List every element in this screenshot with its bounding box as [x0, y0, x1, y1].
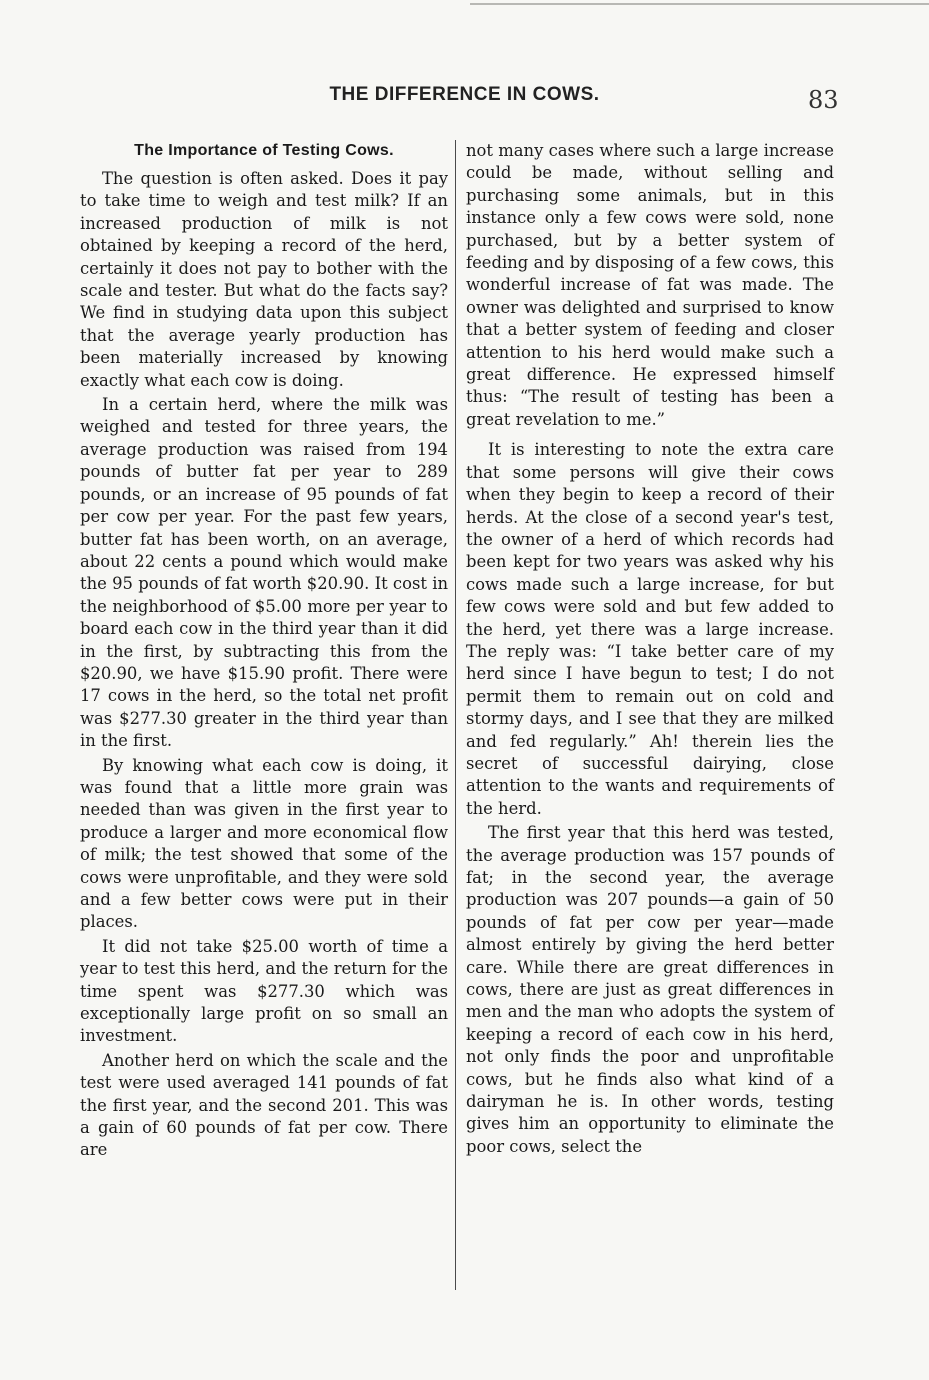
- running-head: THE DIFFERENCE IN COWS.: [329, 84, 600, 105]
- page-number: 83: [808, 86, 839, 114]
- paragraph: The question is often asked. Does it pay to take time to weigh and test milk? If an increased production of milk is not obtained by keeping a record of the herd, certainly it does not pay to bother with the scale and tester. But what do the facts say? We find in studying data upon this subject that the average yearly production has been materially increased by knowing exactly what each cow is doing.: [80, 169, 448, 390]
- article-heading: The Importance of Testing Cows.: [134, 142, 394, 159]
- top-rule: [470, 3, 929, 5]
- paragraph: It did not take $25.00 worth of time a year to test this herd, and the return for the time spent was $277.30 which was exceptionally large profit on so small an investment.: [80, 936, 448, 1046]
- left-column: [80, 140, 448, 1164]
- paragraph: It is interesting to note the extra care that some persons will give their cows when they begin to keep a record of their herds. At the close of a second year's test, the owner of a herd of which records had been kept for two years was asked why his cows made such a large increase, for but few cows were sold and but few added to the herd, yet there was a large increase. The reply was: “I take better care of my herd since I have begun to test; I do not permit them to remain out on cold and stormy days, and I see that they are milked and fed regularly.” Ah! therein lies the secret of successful dairying, close attention to the wants and requirements of the herd.: [466, 440, 834, 818]
- column-divider: [455, 140, 456, 1290]
- paragraph: In a certain herd, where the milk was weighed and tested for three years, the average production was raised from 194 pounds of butter fat per year to 289 pounds, or an increase of 95 pounds of fat per cow per year. For the past few years, butter fat has been worth, on an average, about 22 cents a pound which would make the 95 pounds of fat worth $20.90. It cost in the neighborhood of $5.00 more per year to board each cow in the third year than it did in the first, by subtracting this from the $20.90, we have $15.90 profit. There were 17 cows in the herd, so the total net profit was $277.30 greater in the third year than in the first.: [80, 395, 448, 751]
- paragraph: By knowing what each cow is doing, it was found that a little more grain was needed than was given in the first year to produce a larger and more economical flow of milk; the test showed that some of the cows were unprofitable, and they were sold and a few better cows were put in their places.: [80, 755, 448, 932]
- paragraph: Another herd on which the scale and the test were used averaged 141 pounds of fat the first year, and the second 201. This was a gain of 60 pounds of fat per cow. There are: [80, 1050, 448, 1160]
- paragraph: not many cases where such a large increase could be made, without selling and purchasing some animals, but in this instance only a few cows were sold, none purchased, but by a better system of feeding and by disposing of a few cows, this wonderful increase of fat was made. The owner was delighted and surprised to know that a better system of feeding and closer attention to his herd would make such a great difference. He expressed himself thus: “The result of testing has been a great revelation to me.”: [466, 141, 834, 429]
- paragraph: The first year that this herd was tested, the average production was 157 pounds of fat; in the second year, the average production was 207 pounds—a gain of 50 pounds of fat per cow per year—made almost entirely by giving the herd better care. While there are great differences in cows, there are just as great differences in men and the man who adopts the system of keeping a record of each cow in his herd, not only finds the poor and unprofitable cows, but he finds also what kind of a dairyman he is. In other words, testing gives him an opportunity to eliminate the poor cows, select the: [466, 823, 834, 1156]
- right-column: [466, 140, 834, 1160]
